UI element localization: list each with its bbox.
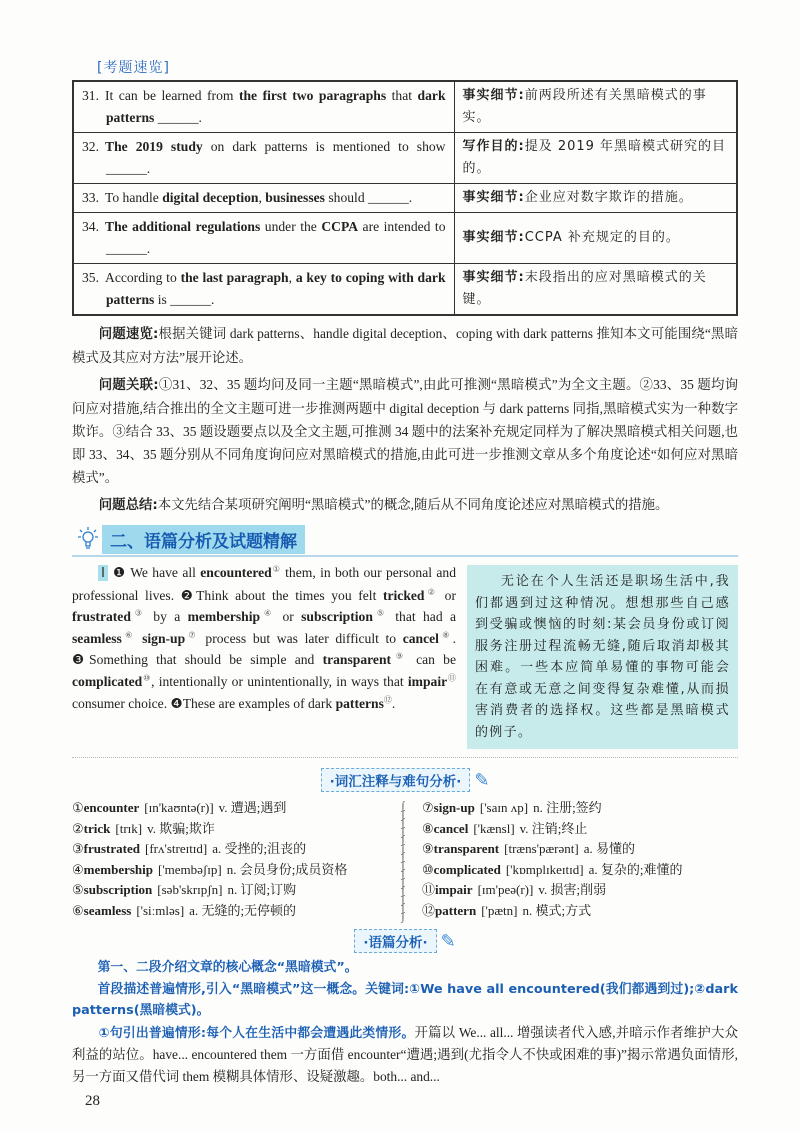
vocab-item xyxy=(422,798,738,819)
discourse-title-row xyxy=(72,929,738,953)
discourse-p3 xyxy=(72,1022,738,1088)
vocab-item xyxy=(422,860,738,881)
vocab-item xyxy=(422,819,738,840)
vocab-word: pattern xyxy=(435,902,477,918)
vocab-title: ·词汇注释与难句分析· xyxy=(321,768,471,792)
vocab-number: ⑧ xyxy=(422,820,434,836)
text-segment: . ❸Something that should be simple and xyxy=(72,630,456,668)
text-segment: that xyxy=(386,88,418,103)
vocab-word: sign-up xyxy=(433,800,475,815)
section-heading-text: 二、语篇分析及试题精解 xyxy=(102,525,305,554)
question-cell xyxy=(73,133,454,184)
footnote-ref: ③ xyxy=(130,608,146,618)
vocab-number: ② xyxy=(72,820,84,836)
answer-type-cell xyxy=(454,184,737,213)
bold-term: the first two paragraphs xyxy=(238,88,387,103)
overview-label: 问题速览: xyxy=(98,327,159,342)
table-row xyxy=(73,81,737,133)
vocab-word: impair xyxy=(435,882,473,897)
vocab-definition: a. 易懂的 xyxy=(583,841,635,856)
vocab-number: ④ xyxy=(72,861,84,877)
relation-label: 问题关联: xyxy=(98,378,159,393)
answer-type-text: 前两段所述有关黑暗模式的事实。 xyxy=(462,88,707,125)
question-overview-table xyxy=(72,80,738,316)
vocab-column-right xyxy=(422,798,738,921)
vocab-definition: a. 复杂的;难懂的 xyxy=(588,861,683,877)
answer-type-label: 事实细节: xyxy=(462,88,525,103)
discourse-title: ·语篇分析· xyxy=(354,929,436,953)
vocab-item xyxy=(72,860,397,881)
vocab-item xyxy=(72,901,397,922)
text-segment: or xyxy=(275,609,302,625)
discourse-p2: 首段描述普遍情形,引入“黑暗模式”这一概念。关键词:①We have all encountered(我们都遇到过);②dark patterns(黑暗模式)。 xyxy=(72,981,738,1018)
text-segment: that had a xyxy=(387,609,456,625)
answer-type-label: 事实细节: xyxy=(462,190,525,205)
vocab-phonetic: [ɪm'peə(r)] xyxy=(477,882,534,897)
vocab-definition: n. 模式;方式 xyxy=(522,902,592,918)
vocab-number: ⑤ xyxy=(72,882,84,897)
pen-icon: ✎ xyxy=(474,769,490,790)
bold-term: impair xyxy=(407,673,448,689)
vocab-definition: v. 遭遇;遇到 xyxy=(218,800,287,815)
vocab-phonetic: [frʌ'streɪtɪd] xyxy=(144,841,208,856)
text-segment: ______. xyxy=(154,110,202,125)
passage-paragraph xyxy=(72,562,456,714)
section-label: [考题速览] xyxy=(97,60,170,76)
text-segment: are intended to ______. xyxy=(106,219,446,256)
passage-row xyxy=(72,562,738,749)
footnote-ref: ⑤ xyxy=(372,608,388,618)
text-segment: by a xyxy=(145,609,188,625)
bold-term: patterns xyxy=(335,695,384,711)
vocab-word: complicated xyxy=(433,861,501,877)
summary-label: 问题总结: xyxy=(98,498,158,513)
answer-type-text: 提及 2019 年黑暗模式研究的目的。 xyxy=(462,139,727,176)
vocab-item xyxy=(72,839,397,860)
vocab-number: ③ xyxy=(72,841,84,856)
vocab-list xyxy=(72,798,738,921)
vocab-item xyxy=(72,880,397,901)
question-number: 32. xyxy=(82,139,99,154)
question-number: 35. xyxy=(82,270,99,285)
bold-term: CCPA xyxy=(321,219,359,234)
bold-term: businesses xyxy=(265,190,325,205)
bold-term: frustrated xyxy=(72,609,131,625)
bold-term: subscription xyxy=(301,609,373,625)
answer-type-label: 写作目的: xyxy=(462,139,525,154)
heading-underline xyxy=(72,555,738,557)
footnote-ref: ⑪ xyxy=(447,673,456,683)
wavy-divider: ∫ ∫ ∫ ∫ ∫ ∫ ∫ ∫ ∫ ∫ ∫ ∫ ∫ ∫ xyxy=(401,800,405,923)
page-number: 28 xyxy=(85,1093,100,1109)
vocab-phonetic: ['kɒmplɪkeɪtɪd] xyxy=(505,861,584,877)
vocab-definition: v. 欺骗;欺诈 xyxy=(147,820,215,836)
lightbulb-icon xyxy=(78,526,98,552)
vocab-item xyxy=(72,819,397,840)
vocab-column-left xyxy=(72,798,397,921)
vocab-phonetic: [ɪn'kaʊntə(r)] xyxy=(144,800,214,815)
vocab-number: ⑦ xyxy=(422,800,434,815)
paragraph-marker: I xyxy=(98,565,108,581)
vocab-word: encounter xyxy=(83,800,140,815)
vocab-number: ⑫ xyxy=(422,902,436,918)
table-row xyxy=(73,133,737,184)
vocab-word: transparent xyxy=(433,841,500,856)
summary-paragraph xyxy=(72,493,738,517)
bold-term: digital deception xyxy=(162,190,259,205)
vocab-phonetic: [trɪk] xyxy=(115,820,143,836)
vocab-phonetic: ['saɪn ʌp] xyxy=(479,800,529,815)
footnote-ref: ④ xyxy=(260,608,276,618)
text-segment: , xyxy=(288,270,296,285)
bold-term: membership xyxy=(187,609,261,625)
answer-type-cell xyxy=(454,213,737,264)
table-row xyxy=(73,184,737,213)
vocab-phonetic: ['kænsl] xyxy=(473,820,515,836)
vocab-word: seamless xyxy=(83,902,132,918)
relation-paragraph xyxy=(72,373,738,489)
text-segment: is ______. xyxy=(154,292,215,307)
bold-term: The 2019 study xyxy=(105,139,203,154)
vocab-item xyxy=(422,839,738,860)
bold-term: sign-up xyxy=(142,630,186,646)
table-row xyxy=(73,213,737,264)
bold-term: seamless xyxy=(72,630,122,646)
text-segment: process but was later difficult to xyxy=(198,630,403,646)
vocab-title-row xyxy=(72,768,738,792)
bold-term: cancel xyxy=(402,630,439,646)
answer-type-label: 事实细节: xyxy=(462,270,525,285)
answer-type-text: 末段指出的应对黑暗模式的关键。 xyxy=(462,270,707,307)
overview-text: 根据关键词 dark patterns、handle digital deception、coping with dark patterns 推知本文可能围绕“黑暗模式及其应对方法”展开论述。 xyxy=(72,326,738,365)
vocab-number: ① xyxy=(72,800,84,815)
discourse-p1: 第一、二段介绍文章的核心概念“黑暗模式”。 xyxy=(97,960,358,975)
text-segment: can be xyxy=(407,652,456,668)
overview-paragraph xyxy=(72,322,738,369)
vocab-definition: a. 无缝的;无停顿的 xyxy=(189,902,297,918)
bold-term: encountered xyxy=(200,565,272,580)
footnote-ref: ① xyxy=(271,564,281,574)
question-number: 33. xyxy=(82,190,99,205)
question-number: 31. xyxy=(82,88,99,103)
vocab-number: ⑩ xyxy=(422,861,434,877)
question-cell xyxy=(73,264,454,316)
question-number: 34. xyxy=(82,219,99,234)
text-segment: ❶ We have all xyxy=(112,565,201,580)
text-segment: To handle xyxy=(105,190,163,205)
footnote-ref: ② xyxy=(424,587,439,597)
section-heading xyxy=(72,525,738,553)
vocab-item xyxy=(422,880,738,901)
text-segment: , intentionally or unintentionally, in ways that xyxy=(151,673,408,689)
vocab-phonetic: ['pætn] xyxy=(481,902,518,918)
vocab-word: subscription xyxy=(83,882,153,897)
divider xyxy=(72,757,738,758)
text-segment: or xyxy=(438,587,456,603)
text-segment: consumer choice. ❹These are examples of dark xyxy=(72,695,336,711)
vocab-number: ⑨ xyxy=(422,841,434,856)
relation-text: ①31、32、35 题均问及同一主题“黑暗模式”,由此可推测“黑暗模式”为全文主题。②33、35 题均询问应对措施,结合推出的全文主题可进一步推测两题中 digital deception 与 dark patterns 同指,黑暗模式实为一种数字欺诈。③结合 33、35 题设题要点以及全文主题,可推测 34 题中的法案补充规定同样为了解决黑暗模式相关问题,也即 33、34、35 题分别从不同角度询问应对黑暗模式的措施,由此可进一步推测文章从多个角度论述“如何应对黑暗模式”。 xyxy=(72,377,738,485)
footnote-ref: ⑫ xyxy=(383,695,392,705)
pen-icon: ✎ xyxy=(440,930,456,951)
vocab-word: trick xyxy=(83,820,111,836)
answer-type-text: 企业应对数字欺诈的措施。 xyxy=(524,190,693,205)
bold-term: transparent xyxy=(322,652,392,668)
page-content xyxy=(72,58,738,1110)
bold-term: the last paragraph xyxy=(180,270,289,285)
vocab-definition: v. 注销;终止 xyxy=(519,820,588,836)
answer-type-label: 事实细节: xyxy=(462,230,525,245)
vocab-word: frustrated xyxy=(83,841,140,856)
vocab-item xyxy=(422,901,738,922)
bold-term: tricked xyxy=(382,587,425,603)
text-segment: on dark patterns is mentioned to show ______. xyxy=(106,139,446,176)
text-segment: . xyxy=(391,695,396,711)
discourse-p3-text: 开篇以 We... all... 增强读者代入感,并暗示作者维护大众利益的站位。have... encountered them 一方面借 encounter“遭遇;遇到(尤指令人不快或困难的事)”揭示常遇负面情形,另一方面又借代词 them 模糊具体情形、设疑激趣。both... and... xyxy=(72,1024,738,1084)
vocab-definition: a. 受挫的;沮丧的 xyxy=(212,841,307,856)
vocab-item xyxy=(72,798,397,819)
vocab-phonetic: ['siːmləs] xyxy=(136,902,185,918)
answer-type-cell xyxy=(454,264,737,316)
bold-term: a key to coping with dark patterns xyxy=(106,270,446,307)
answer-type-text: CCPA 补充规定的目的。 xyxy=(524,230,680,245)
text-segment: According to xyxy=(105,270,181,285)
answer-type-cell xyxy=(454,81,737,133)
vocab-definition: n. 订阅;订购 xyxy=(227,882,297,897)
text-segment: under the xyxy=(260,219,322,234)
text-segment: , xyxy=(258,190,266,205)
footnote-ref: ⑩ xyxy=(142,673,152,683)
footnote-ref: ⑦ xyxy=(185,630,199,640)
translation-box: 无论在个人生活还是职场生活中,我们都遇到过这种情况。想想那些自己感到受骗或懊恼的时刻:某会员身份或订阅服务注册过程流畅无缝,随后取消却极其困难。一些本应简单易懂的事物可能会在有意或无意之间变得复杂难懂,从而损害消费者的选择权。这些都是黑暗模式的例子。 xyxy=(467,565,738,749)
vocab-definition: n. 会员身份;成员资格 xyxy=(226,861,348,877)
vocab-word: cancel xyxy=(433,820,469,836)
vocab-phonetic: [səb'skrɪpʃn] xyxy=(157,882,223,897)
vocab-phonetic: [træns'pærənt] xyxy=(504,841,579,856)
discourse-p3-lead: ①句引出普遍情形:每个人在生活中都会遭遇此类情形。 xyxy=(98,1025,415,1041)
answer-type-cell xyxy=(454,133,737,184)
question-cell xyxy=(73,184,454,213)
text-segment: should ______. xyxy=(324,190,413,205)
bold-term: The additional regulations xyxy=(105,219,261,234)
vocab-number: ⑪ xyxy=(422,882,436,897)
vocab-word: membership xyxy=(83,861,153,877)
footnote-ref: ⑨ xyxy=(391,651,408,661)
vocab-definition: v. 损害;削弱 xyxy=(538,882,607,897)
vocab-phonetic: ['membəʃɪp] xyxy=(158,861,222,877)
vocab-number: ⑥ xyxy=(72,902,84,918)
footnote-ref: ⑥ xyxy=(121,630,136,640)
table-row xyxy=(73,264,737,316)
vocab-definition: n. 注册;签约 xyxy=(533,800,602,815)
question-cell xyxy=(73,213,454,264)
summary-text: 本文先结合某项研究阐明“黑暗模式”的概念,随后从不同角度论述应对黑暗模式的措施。 xyxy=(157,497,669,512)
bold-term: complicated xyxy=(72,673,143,689)
question-cell xyxy=(73,81,454,133)
text-segment: It can be learned from xyxy=(105,88,239,103)
bold-term: dark patterns xyxy=(106,88,446,125)
footnote-ref: ⑧ xyxy=(438,630,453,640)
text-segment: them, in both our personal and professional lives. ❷Think about the times you felt xyxy=(72,565,456,603)
